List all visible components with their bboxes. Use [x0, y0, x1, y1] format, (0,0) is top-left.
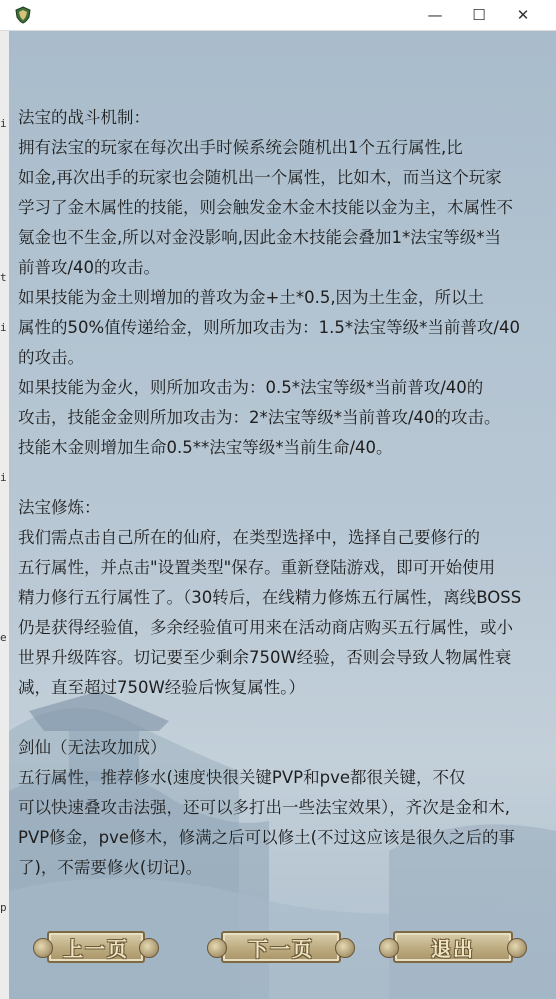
text-line: 氪金也不生金,所以对金没影响,因此金木技能会叠加1*法宝等级*当 [18, 228, 501, 247]
text-line: 可以快速叠攻击法强，还可以多打出一些法宝效果），齐次是金和木, [18, 798, 510, 817]
text-line: 前普攻/40的攻击。 [18, 258, 161, 277]
text-line: 拥有法宝的玩家在每次出手时候系统会随机出1个五行属性,比 [18, 138, 463, 157]
article-text [18, 103, 556, 883]
scroll-knob-icon [207, 938, 227, 958]
text-line: 技能木金则增加生命0.5**法宝等级*当前生命/40。 [18, 438, 393, 457]
text-line: 如金,再次出手的玩家也会随机出一个属性，比如木，而当这个玩家 [18, 168, 502, 187]
text-line: 如果技能为金火，则所加攻击为：0.5*法宝等级*当前普攻/40的 [18, 378, 484, 397]
text-line: 法宝修炼： [18, 498, 101, 517]
text-line: 五行属性，推荐修水(速度快很关键PVP和pve都很关键，不仅 [18, 768, 466, 787]
maximize-button[interactable]: ☐ [472, 6, 486, 24]
scroll-knob-icon [335, 938, 355, 958]
scroll-knob-icon [139, 938, 159, 958]
strip-char: p [0, 901, 7, 914]
app-shield-icon [14, 6, 32, 24]
text-line: 仍是获得经验值，多余经验值可用来在活动商店购买五行属性，或小 [18, 618, 513, 637]
text-line: 攻击，技能金金则所加攻击为：2*法宝等级*当前普攻/40的攻击。 [18, 408, 501, 427]
next-page-button[interactable] [207, 929, 355, 965]
strip-char: i [0, 321, 7, 334]
text-line: 剑仙（无法攻加成） [18, 738, 167, 757]
scroll-knob-icon [379, 938, 399, 958]
prev-page-button[interactable] [33, 929, 159, 965]
blank-line [18, 703, 556, 733]
text-line: 法宝的战斗机制： [18, 108, 150, 127]
text-line: 精力修行五行属性了。（30转后，在线精力修炼五行属性，离线BOSS [18, 588, 522, 607]
background-window-strip [0, 31, 9, 999]
text-line: 学习了金木属性的技能，则会触发金木金木技能以金为主，木属性不 [18, 198, 513, 217]
scroll-knob-icon [33, 938, 53, 958]
next-page-label: 下一页 [248, 936, 314, 961]
window-titlebar [0, 0, 556, 31]
prev-page-label: 上一页 [63, 936, 129, 961]
minimize-button[interactable]: — [427, 6, 443, 24]
scroll-knob-icon [507, 938, 527, 958]
text-line: PVP修金，pve修木，修满之后可以修土(不过这应该是很久之后的事 [18, 828, 516, 847]
exit-label: 退出 [431, 936, 475, 961]
text-line: 世界升级阵容。切记要至少剩余750W经验，否则会导致人物属性衰 [18, 648, 512, 667]
text-line: 我们需点击自己所在的仙府，在类型选择中，选择自己要修行的 [18, 528, 480, 547]
strip-char: e [0, 631, 7, 644]
text-line: 五行属性，并点击"设置类型"保存。重新登陆游戏，即可开始使用 [18, 558, 496, 577]
text-line: 了)，不需要修火(切记)。 [18, 858, 203, 877]
text-line: 减，直至超过750W经验后恢复属性。） [18, 678, 306, 697]
text-line: 的攻击。 [18, 348, 84, 367]
strip-char: i [0, 471, 7, 484]
exit-button[interactable] [379, 929, 527, 965]
text-line: 如果技能为金土则增加的普攻为金+土*0.5,因为土生金，所以土 [18, 288, 485, 307]
text-line: 属性的50%值传递给金，则所加攻击为：1.5*法宝等级*当前普攻/40 [18, 318, 520, 337]
blank-line [18, 463, 556, 493]
strip-char: i [0, 117, 7, 130]
close-button[interactable]: ✕ [516, 6, 530, 24]
strip-char: t [0, 271, 7, 284]
game-help-panel [9, 31, 556, 999]
